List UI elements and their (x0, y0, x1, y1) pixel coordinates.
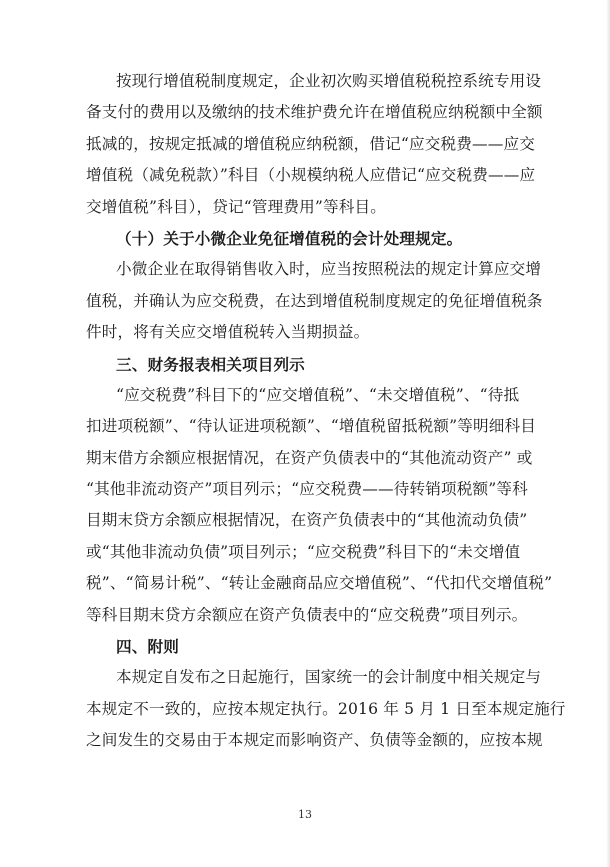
text-line: 按现行增值税制度规定，企业初次购买增值税税控系统专用设 (116, 72, 542, 90)
text-line: 小微企业在取得销售收入时，应当按照税法的规定计算应交增 (116, 260, 542, 279)
text-line: 等科目期末贷方余额应在资产负债表中的“应交税费”项目列示。 (86, 605, 528, 624)
text-line: 抵减的，按规定抵减的增值税应纳税额，借记“应交税费——应交 (86, 134, 535, 153)
text-line: 或“其他非流动负债”项目列示；“应交税费”科目下的“未交增值 (86, 542, 521, 561)
text-line: 交增值税”科目），贷记“管理费用”等科目。 (86, 197, 386, 216)
section-heading-financial-reports: 三、财务报表相关项目列示 (116, 354, 305, 374)
text-line: 值税，并确认为应交税费，在达到增值税制度规定的免征增值税条 (86, 291, 543, 310)
page-content (86, 66, 566, 757)
text-line: “应交税费”科目下的“应交增值税”、“未交增值税”、“待抵 (116, 385, 520, 404)
page-number: 13 (298, 808, 312, 821)
text-line: 期末借方余额应根据情况，在资产负债表中的“其他流动资产” 或 (86, 448, 533, 467)
text-line: 本规定自发布之日起施行，国家统一的会计制度中相关规定与 (116, 668, 542, 687)
text-line: 税”、“简易计税”、“转让金融商品应交增值税”、“代扣代交增值税” (86, 574, 553, 593)
text-line: 扣进项税额”、“待认证进项税额”、“增值税留抵税额”等明细科目 (86, 417, 536, 436)
text-line: 目期末贷方余额应根据情况，在资产负债表中的“其他流动负债” (86, 511, 528, 530)
text-line: 之间发生的交易由于本规定而影响资产、负债等金额的，应按本规 (86, 731, 543, 750)
text-line: 增值税（减免税款）”科目（小规模纳税人应借记“应交税费——应 (86, 166, 536, 185)
paragraph-effective-date (86, 662, 566, 756)
text-line: “其他非流动资产”项目列示；“应交税费——待转销项税额”等科 (86, 480, 528, 499)
paragraph-small-micro (86, 254, 543, 348)
text-line: 备支付的费用以及缴纳的技术维护费允许在增值税应纳税额中全额 (86, 103, 543, 122)
paragraph-tax-control-system (86, 66, 543, 223)
text-line: 本规定不一致的，应按本规定执行。2016 年 5 月 1 日至本规定施行 (86, 699, 566, 718)
subheading-small-micro-enterprise: （十）关于小微企业免征增值税的会计处理规定。 (116, 228, 463, 248)
section-heading-supplementary: 四、附则 (116, 637, 179, 657)
scan-edge-shadow (606, 0, 610, 867)
text-line: 件时，将有关应交增值税转入当期损益。 (86, 323, 370, 342)
paragraph-report-items (86, 380, 553, 631)
